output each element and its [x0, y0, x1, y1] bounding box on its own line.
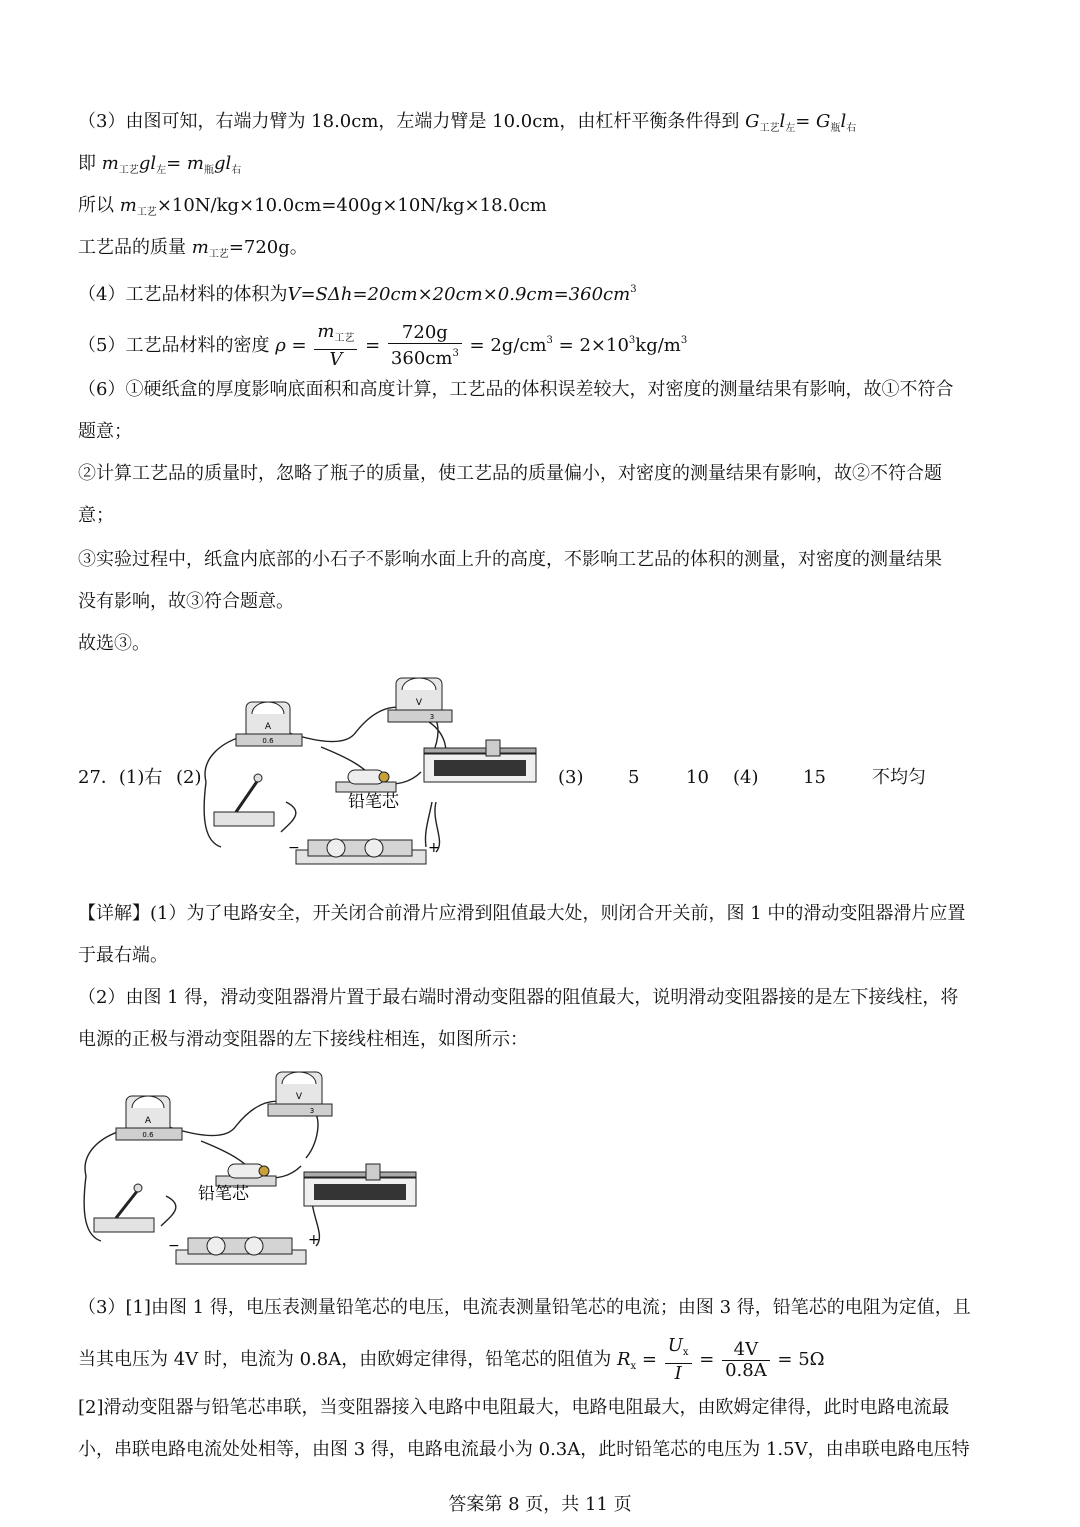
part6-line6: 没有影响，故③符合题意。 — [78, 591, 294, 612]
circuit-diagram-1 — [196, 672, 546, 882]
svg-text:3: 3 — [429, 713, 435, 721]
detail-line3: （2）由图 1 得，滑动变阻器滑片置于最右端时滑动变阻器的阻值最大，说明滑动变阻器接的是左下接线柱，将 — [78, 987, 959, 1008]
pencil-lead-label: 铅笔芯 — [348, 792, 399, 812]
q27-number: 27．(1)右 — [78, 767, 163, 788]
svg-text:+: + — [308, 1232, 320, 1248]
page-footer: 答案第 8 页，共 11 页 — [448, 1494, 632, 1515]
q27-answer-uneven: 不均匀 — [872, 767, 926, 788]
detail-line2: 于最右端。 — [78, 945, 168, 966]
q27-part4: (4) — [733, 767, 759, 788]
detail-line1: 【详解】(1）为了电路安全，开关闭合前滑片应滑到阻值最大处，则闭合开关前，图 1 中的滑动变阻器滑片应置 — [78, 903, 966, 924]
part6-line4: 意； — [78, 505, 114, 526]
svg-text:0.6: 0.6 — [142, 1131, 154, 1139]
part3-line4: 工艺品的质量 $m_{工艺}=720g$。 — [78, 237, 308, 260]
svg-text:3: 3 — [309, 1107, 315, 1115]
svg-text:−: − — [168, 1238, 180, 1254]
detail-line4: 电源的正极与滑动变阻器的左下接线柱相连，如图所示： — [78, 1029, 528, 1050]
svg-text:V: V — [415, 698, 423, 708]
detail-line8: 小，串联电路电流处处相等，由图 3 得，电路电流最小为 0.3A，此时铅笔芯的电压为 1.5V，由串联电路电压特 — [78, 1439, 970, 1460]
rheostat-icon — [304, 1164, 416, 1206]
q27-answer-10: 10 — [686, 767, 709, 788]
pencil-lead-icon — [336, 770, 396, 792]
q27-answer-15: 15 — [803, 767, 826, 788]
svg-text:+: + — [428, 840, 440, 856]
pencil-lead-label: 铅笔芯 — [198, 1184, 249, 1204]
q27-part2: (2) — [176, 767, 202, 788]
part6-line1: （6）①硬纸盒的厚度影响底面积和高度计算，工艺品的体积误差较大，对密度的测量结果有影响，故①不符合 — [78, 379, 954, 400]
switch-icon — [94, 1184, 154, 1232]
q27-answer-5: 5 — [628, 767, 640, 788]
part6-line5: ③实验过程中，纸盒内底部的小石子不影响水面上升的高度，不影响工艺品的体积的测量，对密度的测量结果 — [78, 549, 942, 570]
detail-line5: （3）[1]由图 1 得，电压表测量铅笔芯的电压，电流表测量铅笔芯的电流；由图 3 得，铅笔芯的电阻为定值，且 — [78, 1297, 971, 1318]
part6-line7: 故选③。 — [78, 633, 150, 654]
svg-text:A: A — [264, 722, 272, 732]
battery-icon — [168, 1232, 320, 1264]
svg-text:−: − — [288, 840, 300, 856]
part6-line3: ②计算工艺品的质量时，忽略了瓶子的质量，使工艺品的质量偏小，对密度的测量结果有影响，故②不符合题 — [78, 463, 942, 484]
svg-text:0.6: 0.6 — [262, 737, 274, 745]
svg-text:V: V — [295, 1092, 303, 1102]
rheostat-icon — [424, 740, 536, 782]
svg-text:A: A — [144, 1116, 152, 1126]
part3-line2: 即 $m_{工艺}gl_左= m_瓶gl_右$ — [78, 153, 242, 176]
detail-line7: [2]滑动变阻器与铅笔芯串联，当变阻器接入电路中电阻最大，电路电阻最大，由欧姆定律得，此时电路电流最 — [78, 1397, 950, 1418]
circuit-diagram-2 — [76, 1066, 426, 1276]
battery-icon — [288, 839, 440, 864]
voltmeter-icon — [388, 678, 452, 722]
q27-part3: (3) — [558, 767, 584, 788]
detail-line6: 当其电压为 4V 时，电流为 0.8A，由欧姆定律得，铅笔芯的阻值为 $R_x$ = $\frac{U_x}{I}$ = $\frac{4V}{0.8A}$ = 5Ω — [78, 1335, 825, 1384]
part3-line3: 所以 $m_{工艺}\times 10N/kg\times 10.0cm=400g\times 10N/kg\times 18.0cm$ — [78, 195, 547, 218]
ammeter-icon — [236, 702, 302, 746]
pencil-lead-icon — [216, 1164, 276, 1186]
ammeter-icon — [116, 1096, 182, 1140]
part6-line2: 题意； — [78, 421, 132, 442]
part3-line1: （3）由图可知，右端力臂为 18.0cm，左端力臂是 10.0cm，由杠杆平衡条件得到 $G_{工艺}l_左= G_瓶l_右$ — [78, 111, 857, 134]
voltmeter-icon — [268, 1072, 332, 1116]
switch-icon — [214, 774, 274, 826]
part4-line: （4）工艺品材料的体积为$V=S\Delta h=20cm\times 20cm\times 0.9cm=360cm^3$ — [78, 284, 637, 305]
part5-line: （5）工艺品材料的密度 ρ = $\frac{m_{工艺}}{V}$ = $\frac{720g}{360cm^3}$ = $2g/cm^3 = 2\times 10^3kg/m^3$ — [78, 321, 688, 370]
